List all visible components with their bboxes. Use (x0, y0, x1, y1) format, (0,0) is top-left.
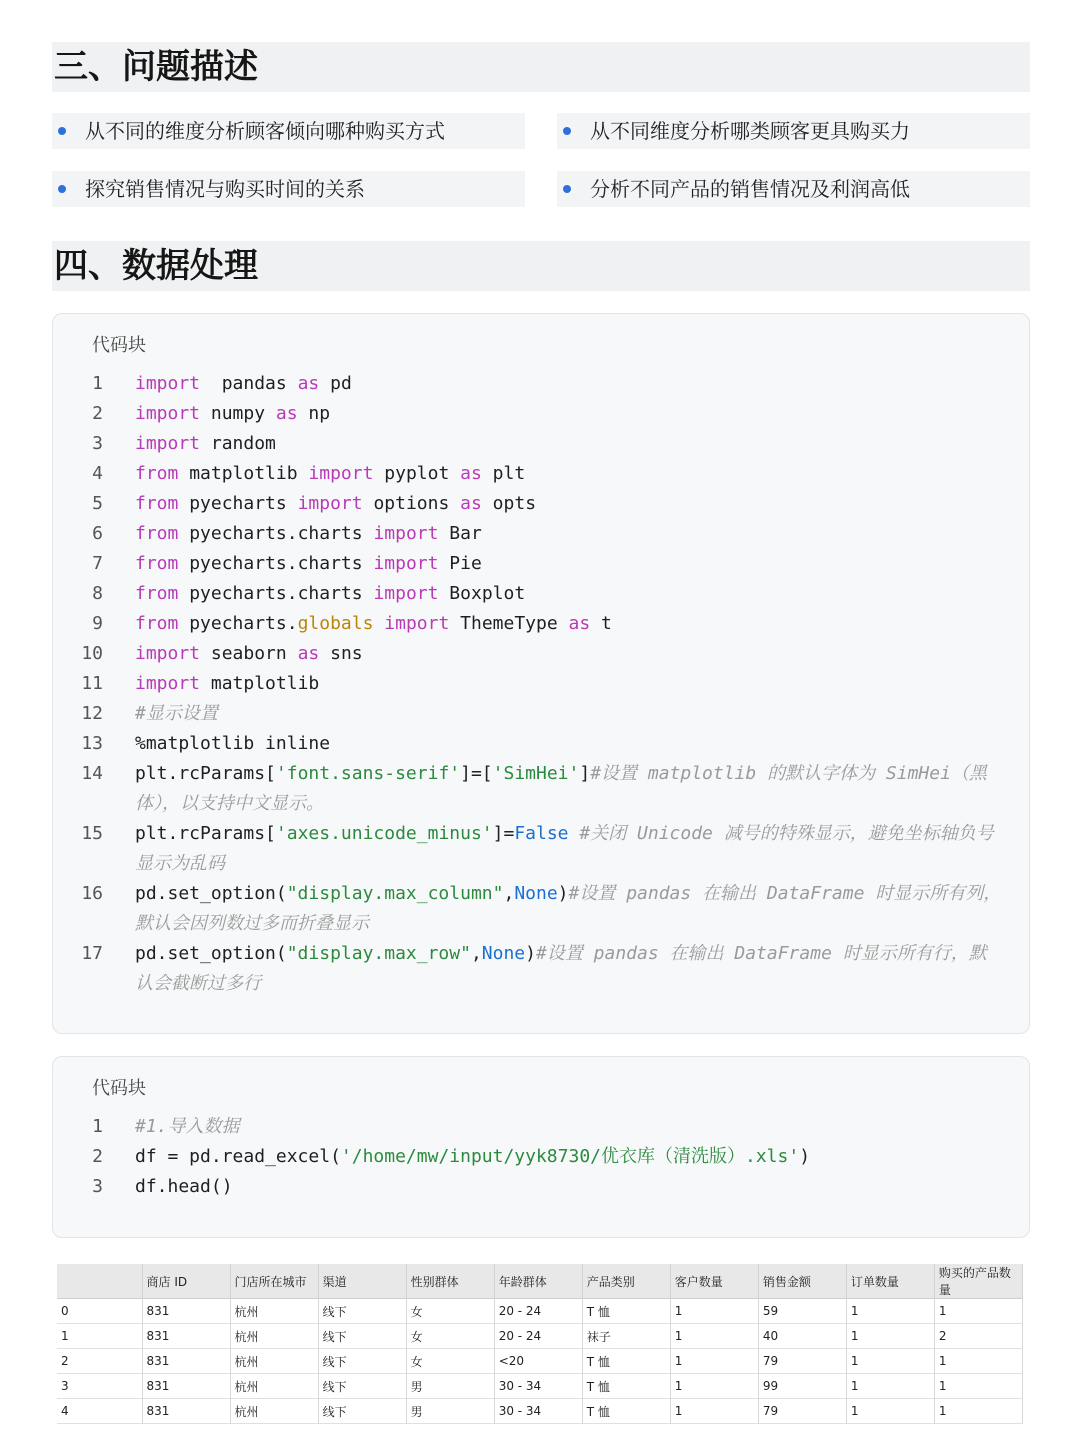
table-cell: 831 (142, 1399, 230, 1424)
code-line (53, 429, 1029, 459)
table-cell: 线下 (318, 1374, 406, 1399)
code-text: from pyecharts import options as opts (135, 493, 537, 514)
code-text: plt.rcParams['font.sans-serif']=['SimHei']#设置 matplotlib 的默认字体为 SimHei（黑体），以支持中文显示。 (135, 763, 987, 814)
table-cell: 1 (846, 1374, 934, 1399)
table-header-cell: 订单数量 (846, 1264, 934, 1299)
table-cell: 2 (934, 1324, 1022, 1349)
code-line (53, 369, 1029, 399)
table-cell: T 恤 (582, 1349, 670, 1374)
table-header-cell: 销售金额 (758, 1264, 846, 1299)
code-block-load-data (52, 1056, 1030, 1238)
table-cell: 女 (406, 1349, 494, 1374)
line-number: 1 (92, 1116, 103, 1137)
table-cell: 线下 (318, 1349, 406, 1374)
code-text: #显示设置 (135, 703, 218, 724)
line-number: 17 (81, 943, 103, 964)
code-text: df.head() (135, 1176, 233, 1197)
table-cell: 杭州 (230, 1324, 318, 1349)
code-line (53, 819, 1029, 879)
table-cell: 1 (934, 1299, 1022, 1324)
section-title-processing: 四、数据处理 (52, 241, 1030, 291)
code-text: pd.set_option("display.max_column",None)#设置 pandas 在输出 DataFrame 时显示所有列，默认会因列数过多而折叠显示 (135, 883, 1002, 934)
table-cell: 79 (758, 1349, 846, 1374)
table-cell: 831 (142, 1349, 230, 1374)
table-header-cell: 产品类别 (582, 1264, 670, 1299)
line-number: 15 (81, 823, 103, 844)
table-cell: T 恤 (582, 1299, 670, 1324)
bullet-dot-icon (563, 127, 571, 135)
table-header-cell: 购买的产品数量 (934, 1264, 1022, 1299)
code-line (53, 879, 1029, 939)
table-cell: 女 (406, 1299, 494, 1324)
table-cell: 4 (57, 1399, 142, 1424)
table-row (57, 1374, 1023, 1399)
table-cell: 杭州 (230, 1299, 318, 1324)
line-number: 16 (81, 883, 103, 904)
bullet-text: 从不同维度分析哪类顾客更具购买力 (590, 119, 910, 143)
table-row (57, 1324, 1023, 1349)
table-header-row (57, 1264, 1023, 1299)
table-cell: 杭州 (230, 1349, 318, 1374)
code-line (53, 759, 1029, 819)
table-cell: 30 - 34 (494, 1399, 582, 1424)
table-cell: 线下 (318, 1399, 406, 1424)
code-text: import numpy as np (135, 403, 331, 424)
code-text: from matplotlib import pyplot as plt (135, 463, 526, 484)
table-cell: 男 (406, 1399, 494, 1424)
code-block-title: 代码块 (92, 335, 146, 356)
bullet-text: 分析不同产品的销售情况及利润高低 (590, 177, 910, 201)
code-line (53, 939, 1029, 999)
table-cell: 女 (406, 1324, 494, 1349)
code-line (53, 1112, 1029, 1142)
table-row (57, 1349, 1023, 1374)
table-cell: 831 (142, 1299, 230, 1324)
code-line (53, 459, 1029, 489)
dataframe-output (57, 1264, 1023, 1424)
table-cell: 1 (846, 1399, 934, 1424)
data-table (57, 1264, 1023, 1424)
table-cell: 男 (406, 1374, 494, 1399)
line-number: 11 (81, 673, 103, 694)
table-header-cell: 年龄群体 (494, 1264, 582, 1299)
line-number: 14 (81, 763, 103, 784)
code-text: from pyecharts.charts import Boxplot (135, 583, 526, 604)
table-cell: 杭州 (230, 1399, 318, 1424)
table-cell: 1 (846, 1299, 934, 1324)
line-number: 1 (92, 373, 103, 394)
table-cell: 99 (758, 1374, 846, 1399)
table-cell: 杭州 (230, 1374, 318, 1399)
line-number: 12 (81, 703, 103, 724)
code-text: import seaborn as sns (135, 643, 363, 664)
table-cell: 40 (758, 1324, 846, 1349)
table-cell: 0 (57, 1299, 142, 1324)
code-line (53, 519, 1029, 549)
code-text: df = pd.read_excel('/home/mw/input/yyk8730/优衣库（清洗版）.xls') (135, 1146, 811, 1167)
line-number: 6 (92, 523, 103, 544)
table-cell: T 恤 (582, 1374, 670, 1399)
code-line (53, 729, 1029, 759)
code-text: pd.set_option("display.max_row",None)#设置 pandas 在输出 DataFrame 时显示所有行，默认会截断过多行 (135, 943, 987, 994)
code-lines (53, 369, 1029, 999)
line-number: 13 (81, 733, 103, 754)
code-line (53, 609, 1029, 639)
table-cell: <20 (494, 1349, 582, 1374)
code-text: #1.导入数据 (135, 1116, 240, 1137)
code-text: from pyecharts.charts import Bar (135, 523, 482, 544)
section-title-problem: 三、问题描述 (52, 42, 1030, 92)
table-cell: 20 - 24 (494, 1299, 582, 1324)
table-cell: 1 (934, 1349, 1022, 1374)
bullet-item (557, 113, 1030, 149)
code-line (53, 639, 1029, 669)
table-cell: 1 (670, 1399, 758, 1424)
table-cell: 20 - 24 (494, 1324, 582, 1349)
table-cell: 59 (758, 1299, 846, 1324)
code-line (53, 489, 1029, 519)
table-row (57, 1299, 1023, 1324)
bullet-text: 探究销售情况与购买时间的关系 (85, 177, 365, 201)
bullet-item (557, 171, 1030, 207)
code-text: import matplotlib (135, 673, 320, 694)
table-header-cell: 客户数量 (670, 1264, 758, 1299)
table-cell: 30 - 34 (494, 1374, 582, 1399)
line-number: 3 (92, 1176, 103, 1197)
table-cell: 3 (57, 1374, 142, 1399)
table-cell: 831 (142, 1374, 230, 1399)
code-line (53, 549, 1029, 579)
table-cell: 1 (670, 1374, 758, 1399)
code-block-title: 代码块 (92, 1078, 146, 1099)
table-header-cell (57, 1264, 142, 1299)
table-cell: 79 (758, 1399, 846, 1424)
bullet-item (52, 171, 525, 207)
code-text: %matplotlib inline (135, 733, 331, 754)
code-line (53, 399, 1029, 429)
line-number: 10 (81, 643, 103, 664)
line-number: 8 (92, 583, 103, 604)
line-number: 3 (92, 433, 103, 454)
bullet-dot-icon (58, 127, 66, 135)
code-line (53, 1142, 1029, 1172)
table-cell: T 恤 (582, 1399, 670, 1424)
table-cell: 1 (934, 1374, 1022, 1399)
code-lines (53, 1112, 1029, 1202)
code-text: from pyecharts.charts import Pie (135, 553, 482, 574)
line-number: 2 (92, 403, 103, 424)
table-cell: 1 (670, 1299, 758, 1324)
table-cell: 1 (670, 1324, 758, 1349)
bullet-text: 从不同的维度分析顾客倾向哪种购买方式 (85, 119, 445, 143)
table-cell: 1 (670, 1349, 758, 1374)
table-cell: 线下 (318, 1299, 406, 1324)
table-header-cell: 性别群体 (406, 1264, 494, 1299)
table-row (57, 1399, 1023, 1424)
code-line (53, 669, 1029, 699)
table-cell: 1 (934, 1399, 1022, 1424)
code-text: from pyecharts.globals import ThemeType as t (135, 613, 612, 634)
table-cell: 1 (57, 1324, 142, 1349)
table-cell: 袜子 (582, 1324, 670, 1349)
code-text: import pandas as pd (135, 373, 352, 394)
code-line (53, 579, 1029, 609)
table-header-cell: 渠道 (318, 1264, 406, 1299)
table-cell: 2 (57, 1349, 142, 1374)
line-number: 2 (92, 1146, 103, 1167)
bullet-item (52, 113, 525, 149)
bullet-dot-icon (563, 185, 571, 193)
line-number: 4 (92, 463, 103, 484)
table-header-cell: 门店所在城市 (230, 1264, 318, 1299)
table-cell: 1 (846, 1324, 934, 1349)
table-cell: 1 (846, 1349, 934, 1374)
code-text: import random (135, 433, 276, 454)
table-cell: 831 (142, 1324, 230, 1349)
code-block-imports (52, 313, 1030, 1034)
table-body (57, 1299, 1023, 1424)
table-header-cell: 商店 ID (142, 1264, 230, 1299)
code-line (53, 1172, 1029, 1202)
table-cell: 线下 (318, 1324, 406, 1349)
line-number: 5 (92, 493, 103, 514)
bullet-dot-icon (58, 185, 66, 193)
line-number: 7 (92, 553, 103, 574)
code-line (53, 699, 1029, 729)
line-number: 9 (92, 613, 103, 634)
code-text: plt.rcParams['axes.unicode_minus']=False #关闭 Unicode 减号的特殊显示，避免坐标轴负号显示为乱码 (135, 823, 994, 874)
